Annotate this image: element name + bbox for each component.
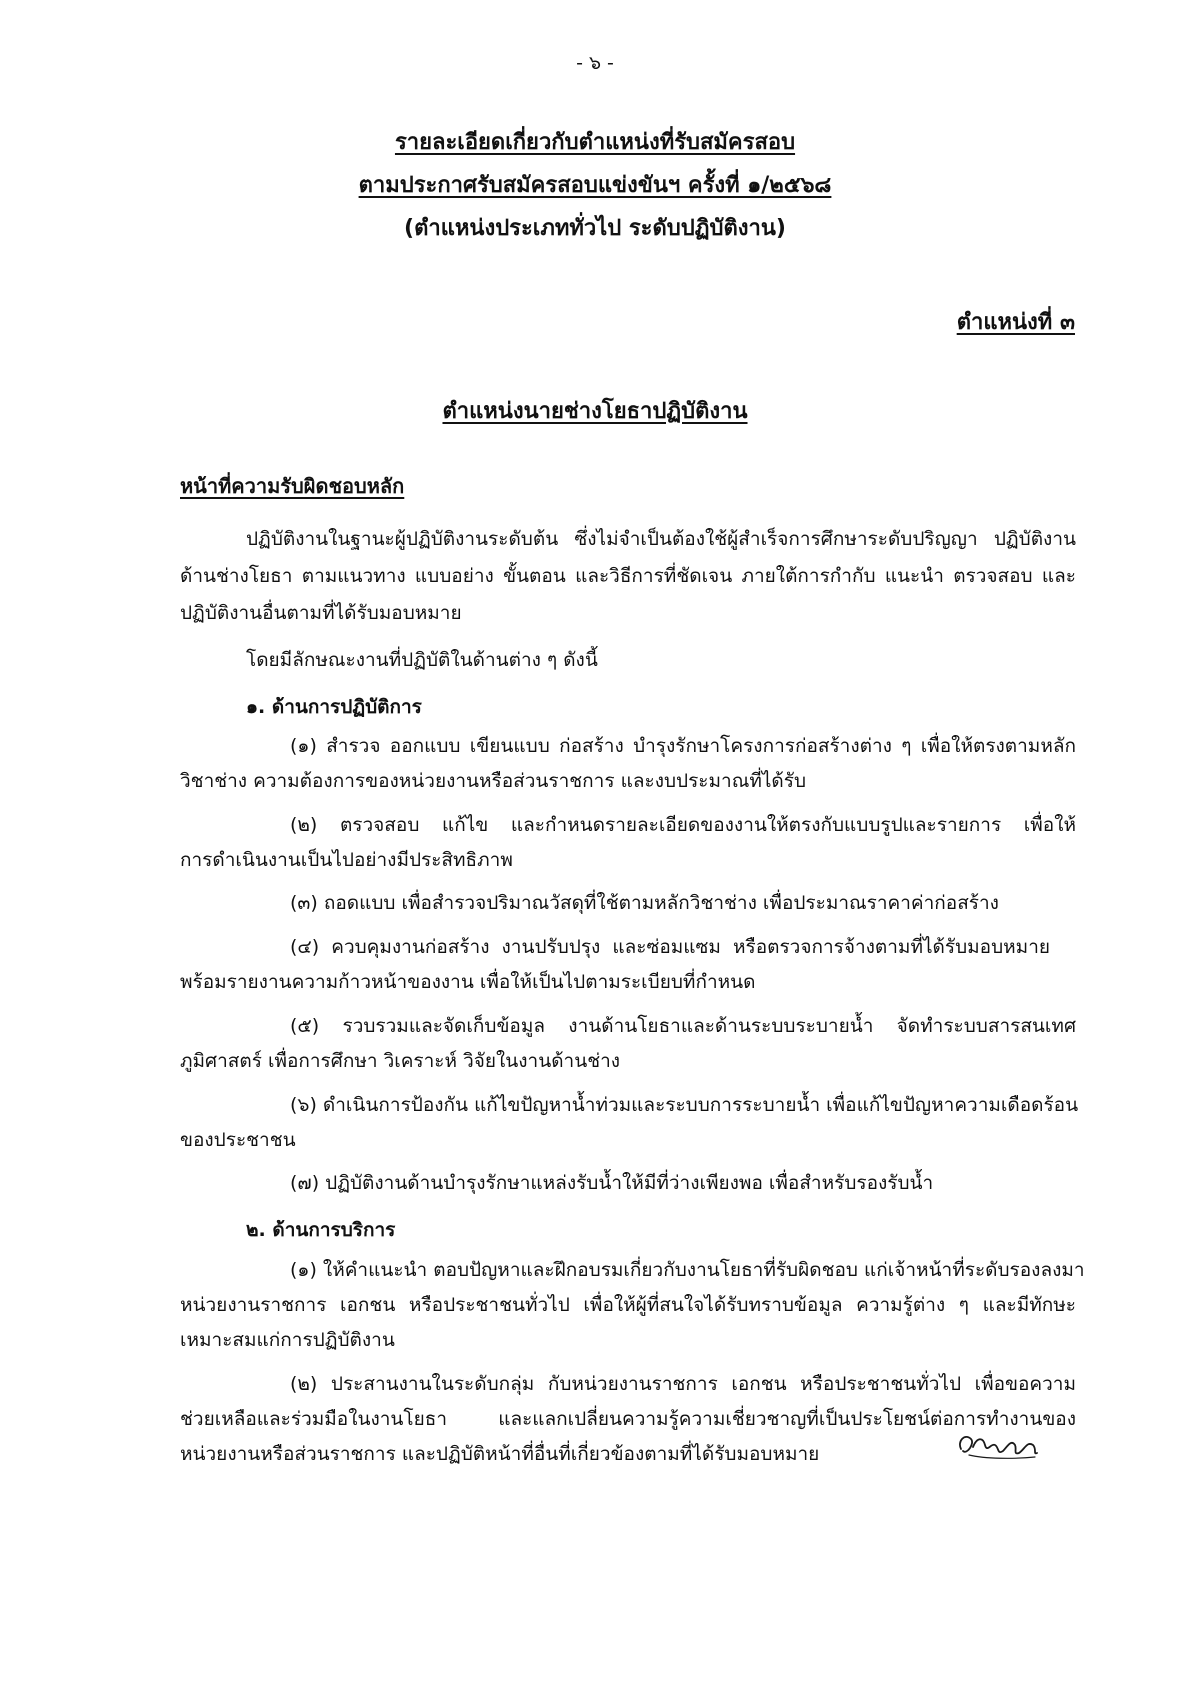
position-number: ตำแหน่งที่ ๓ (956, 310, 1075, 335)
services-item-2-line-1: (๒) ประสานงานในระดับกลุ่ม กับหน่วยงานราชการ เอกชน หรือประชาชนทั่วไป เพื่อขอความ (290, 1373, 1076, 1395)
operations-item-4-line-1: (๔) ควบคุมงานก่อสร้าง งานปรับปรุง และซ่อมแซม หรือตรวจการจ้างตามที่ได้รับมอบหมาย (290, 936, 1050, 958)
operations-item-2-line-2: การดำเนินงานเป็นไปอย่างมีประสิทธิภาพ (180, 849, 513, 871)
page-number: - ๖ - (576, 52, 614, 74)
services-item-2-line-2: ช่วยเหลือและร่วมมือในงานโยธา และแลกเปลี่ยนความรู้ความเชี่ยวชาญที่เป็นประโยชน์ต่อการทำงานของ (180, 1408, 1076, 1430)
operations-item-7-line-1: (๗) ปฏิบัติงานด้านบำรุงรักษาแหล่งรับน้ำให้มีที่ว่างเพียงพอ เพื่อสำหรับรองรับน้ำ (290, 1172, 934, 1194)
services-item-1-line-2: หน่วยงานราชการ เอกชน หรือประชาชนทั่วไป เพื่อให้ผู้ที่สนใจได้รับทราบข้อมูล ความรู้ต่าง ๆ และมีทักษะ (180, 1294, 1076, 1316)
operations-item-6-line-2: ของประชาชน (180, 1129, 296, 1151)
header-line-1: รายละเอียดเกี่ยวกับตำแหน่งที่รับสมัครสอบ (394, 130, 796, 155)
services-item-1-line-3: เหมาะสมแก่การปฏิบัติงาน (180, 1329, 395, 1351)
operations-item-5-line-2: ภูมิศาสตร์ เพื่อการศึกษา วิเคราะห์ วิจัยในงานด้านช่าง (180, 1050, 621, 1072)
header-line-2: ตามประกาศรับสมัครสอบแข่งขันฯ ครั้งที่ ๑/๒๕๖๘ (358, 173, 832, 198)
operations-item-3-line-1: (๓) ถอดแบบ เพื่อสำรวจปริมาณวัสดุที่ใช้ตามหลักวิชาช่าง เพื่อประมาณราคาค่าก่อสร้าง (290, 892, 999, 914)
operations-item-2-line-1: (๒) ตรวจสอบ แก้ไข และกำหนดรายละเอียดของงานให้ตรงกับแบบรูปและรายการ เพื่อให้ (290, 814, 1076, 836)
operations-item-6-line-1: (๖) ดำเนินการป้องกัน แก้ไขปัญหาน้ำท่วมและระบบการระบายน้ำ เพื่อแก้ไขปัญหาความเดือดร้อน (290, 1094, 1079, 1116)
position-title: ตำแหน่งนายช่างโยธาปฏิบัติงาน (442, 399, 748, 424)
intro-line-2: ด้านช่างโยธา ตามแนวทาง แบบอย่าง ขั้นตอน และวิธีการที่ชัดเจน ภายใต้การกำกับ แนะนำ ตรวจสอบ และ (180, 565, 1076, 587)
services-item-2-line-3: หน่วยงานหรือส่วนราชการ และปฏิบัติหน้าที่อื่นที่เกี่ยวข้องตามที่ได้รับมอบหมาย (180, 1443, 820, 1465)
operations-item-1-line-2: วิชาช่าง ความต้องการของหน่วยงานหรือส่วนราชการ และงบประมาณที่ได้รับ (180, 770, 807, 792)
section-heading: หน้าที่ความรับผิดชอบหลัก (180, 474, 405, 498)
intro-line-1: ปฏิบัติงานในฐานะผู้ปฏิบัติงานระดับต้น ซึ่งไม่จำเป็นต้องใช้ผู้สำเร็จการศึกษาระดับปริญญา ปฏิบัติงาน (246, 528, 1076, 550)
intro-line-3: ปฏิบัติงานอื่นตามที่ได้รับมอบหมาย (180, 602, 462, 624)
services-item-1-line-1: (๑) ให้คำแนะนำ ตอบปัญหาและฝึกอบรมเกี่ยวกับงานโยธาที่รับผิดชอบ แก่เจ้าหน้าที่ระดับรองลงมา (290, 1259, 1085, 1281)
services-heading: ๒. ด้านการบริการ (246, 1219, 396, 1241)
signature-icon (955, 1425, 1040, 1465)
operations-item-5-line-1: (๕) รวบรวมและจัดเก็บข้อมูล งานด้านโยธาและด้านระบบระบายน้ำ จัดทำระบบสารสนเทศ (290, 1015, 1076, 1037)
operations-item-1-line-1: (๑) สำรวจ ออกแบบ เขียนแบบ ก่อสร้าง บำรุงรักษาโครงการก่อสร้างต่าง ๆ เพื่อให้ตรงตามหลัก (290, 735, 1076, 757)
operations-item-4-line-2: พร้อมรายงานความก้าวหน้าของงาน เพื่อให้เป็นไปตามระเบียบที่กำหนด (180, 971, 756, 993)
operations-heading: ๑. ด้านการปฏิบัติการ (246, 696, 422, 718)
header-line-3: (ตำแหน่งประเภททั่วไป ระดับปฏิบัติงาน) (404, 216, 786, 241)
tasks-intro: โดยมีลักษณะงานที่ปฏิบัติในด้านต่าง ๆ ดังนี้ (246, 649, 598, 671)
